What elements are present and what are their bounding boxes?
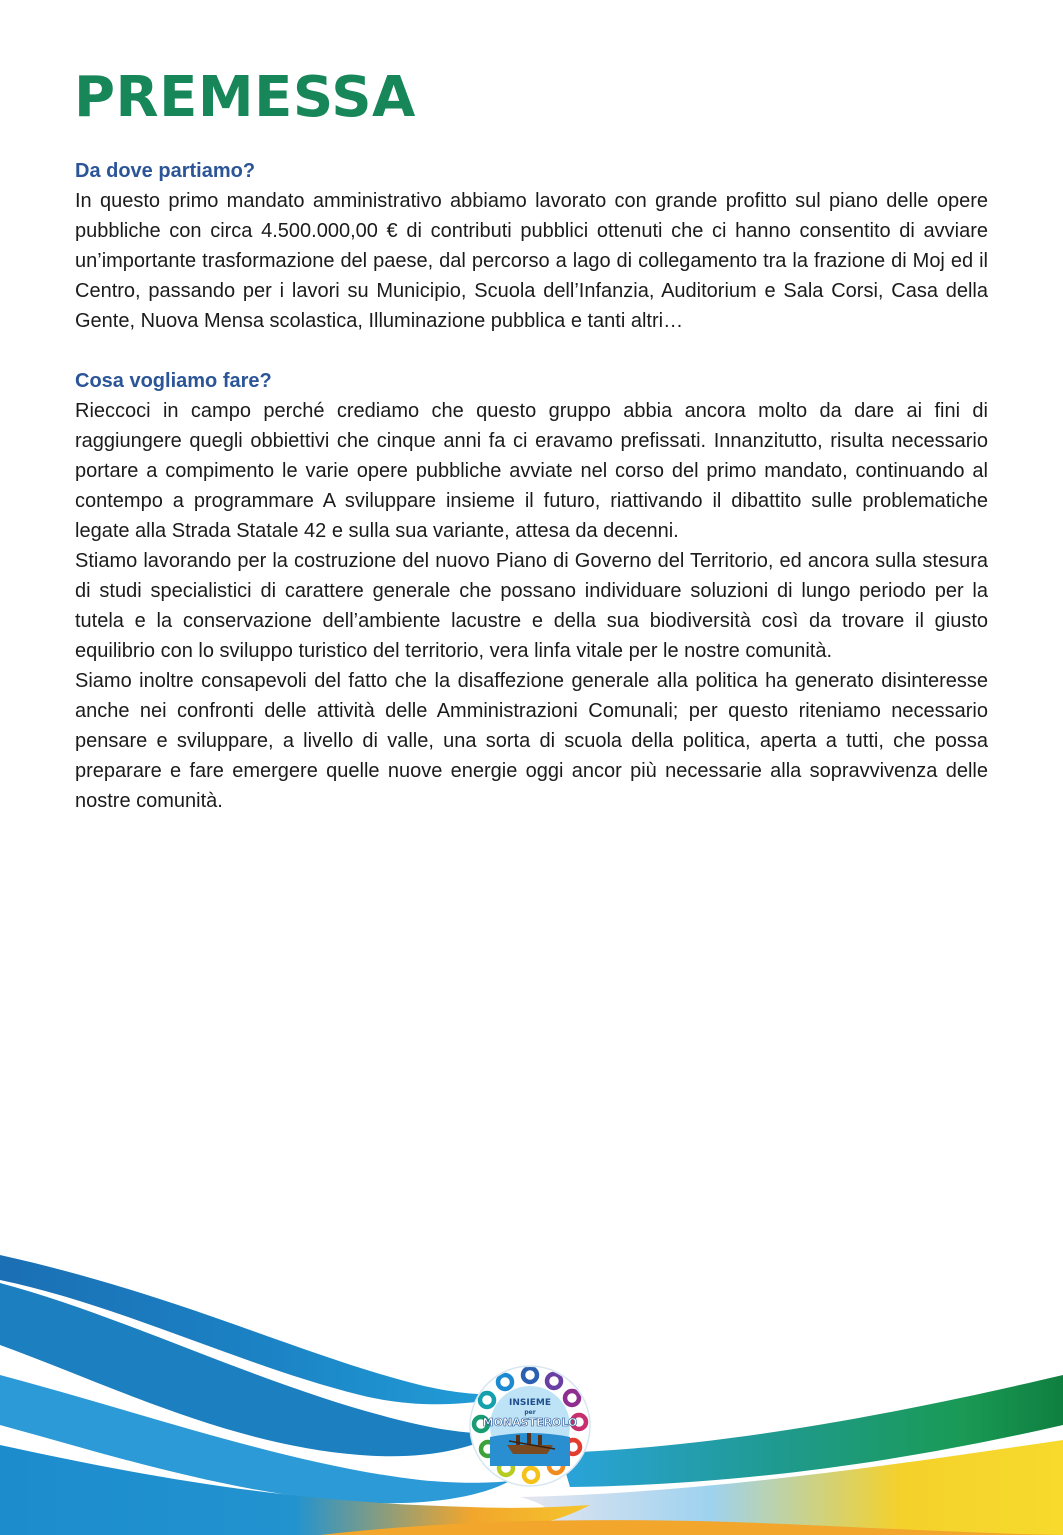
paragraph: Siamo inoltre consapevoli del fatto che la disaffezione generale alla politica ha generato disinteresse anche nei confronti delle attività delle Amministrazioni Comunali; per questo riteniamo necessario pensare e sviluppare, a livello di valle, una sorta di scuola della politica, aperta a tutti, che possa preparare e fare emergere quelle nuove energie oggi ancor più necessarie alla sopravvivenza delle nostre comunità.: [75, 670, 988, 812]
section-spacer: [75, 336, 988, 366]
page-title: PREMESSA: [74, 65, 416, 130]
paragraph: Rieccoci in campo perché crediamo che questo gruppo abbia ancora molto da dare ai fini di raggiungere quegli obbiettivi che cinque anni fa ci eravamo prefissati. Innanzitutto, risulta necessario portare a compimento le varie opere pubbliche avviate nel corso del primo mandato, continuando al contempo a programmare A sviluppare insieme il futuro, riattivando il dibattito sulle problematiche legate alla Strada Statale 42 e sulla sua variante, attesa da decenni.: [75, 400, 988, 542]
paragraph: Stiamo lavorando per la costruzione del nuovo Piano di Governo del Territorio, ed ancora sulla stesura di studi specialistici di carattere generale che possano individuare soluzioni di lungo periodo per la tutela e la conservazione dell’ambiente lacustre e della sua biodiversità così da trovare il giusto equilibrio con lo sviluppo turistico del territorio, vera linfa vitale per le nostre comunità.: [75, 550, 988, 662]
main-content: [75, 156, 988, 816]
insieme-per-monasterolo-logo: [469, 1365, 591, 1487]
section-heading-da-dove-partiamo: Da dove partiamo?: [75, 160, 256, 182]
paragraph: In questo primo mandato amministrativo abbiamo lavorato con grande profitto sul piano delle opere pubbliche con circa 4.500.000,00 € di contributi pubblici ottenuti che ci hanno consentito di avviare un’importante trasformazione del paese, dal percorso a lago di collegamento tra la frazione di Moj ed il Centro, passando per i lavori su Municipio, Scuola dell’Infanzia, Auditorium e Sala Corsi, Casa della Gente, Nuova Mensa scolastica, Illuminazione pubblica e tanti altri…: [75, 190, 988, 332]
section-heading-cosa-vogliamo-fare: Cosa vogliamo fare?: [75, 370, 272, 392]
logo-text-insieme: INSIEME: [509, 1398, 551, 1408]
logo-text-per: per: [524, 1409, 536, 1416]
logo-text-monasterolo: MONASTEROLO: [482, 1416, 578, 1429]
